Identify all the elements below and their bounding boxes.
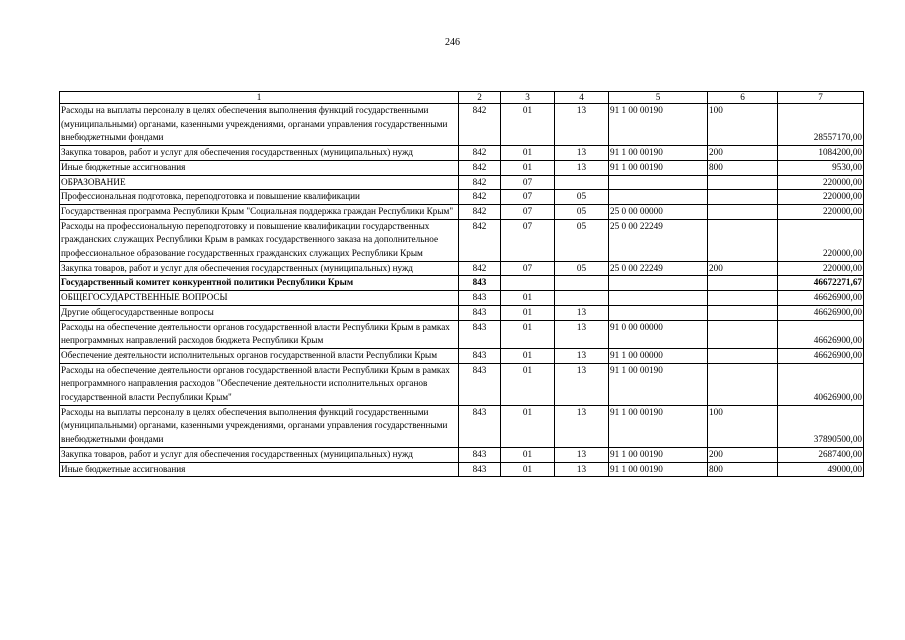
row-pr: 13 <box>555 447 609 462</box>
row-csr <box>609 175 708 190</box>
col-header-4: 4 <box>555 92 609 104</box>
row-name: ОБЩЕГОСУДАРСТВЕННЫЕ ВОПРОСЫ <box>60 291 459 306</box>
col-header-6: 6 <box>708 92 778 104</box>
row-rz: 01 <box>501 363 555 405</box>
row-vr <box>708 204 778 219</box>
budget-table <box>59 91 864 477</box>
table-row <box>60 190 864 205</box>
row-vr: 800 <box>708 160 778 175</box>
row-pr: 05 <box>555 204 609 219</box>
row-csr <box>609 291 708 306</box>
row-name: Расходы на обеспечение деятельности органов государственной власти Республики Крым в рамках непрограммного направления расходов "Обеспечение деятельности исполнительных органов государственной власти Республики Крым" <box>60 363 459 405</box>
row-ved: 843 <box>459 405 501 447</box>
row-name: Закупка товаров, работ и услуг для обеспечения государственных (муниципальных) нужд <box>60 261 459 276</box>
row-sum: 1084200,00 <box>778 146 864 161</box>
row-rz: 01 <box>501 462 555 477</box>
row-ved: 842 <box>459 204 501 219</box>
table-row <box>60 405 864 447</box>
row-vr: 800 <box>708 462 778 477</box>
row-name: Профессиональная подготовка, переподготовка и повышение квалификации <box>60 190 459 205</box>
row-vr: 100 <box>708 104 778 146</box>
table-row <box>60 160 864 175</box>
col-header-3: 3 <box>501 92 555 104</box>
row-pr: 13 <box>555 462 609 477</box>
row-rz: 07 <box>501 190 555 205</box>
row-ved: 842 <box>459 261 501 276</box>
row-pr: 13 <box>555 320 609 348</box>
col-header-7: 7 <box>778 92 864 104</box>
row-sum: 46626900,00 <box>778 348 864 363</box>
row-ved: 843 <box>459 462 501 477</box>
row-pr: 13 <box>555 104 609 146</box>
row-sum: 220000,00 <box>778 175 864 190</box>
row-rz: 01 <box>501 305 555 320</box>
row-rz: 01 <box>501 160 555 175</box>
row-pr <box>555 175 609 190</box>
row-sum: 37890500,00 <box>778 405 864 447</box>
row-name: Расходы на профессиональную переподготовку и повышение квалификации государственных гражданских служащих Республики Крым в рамках государственного заказа на дополнительное профессиональное образование государственных гражданских служащих Республики Крым <box>60 219 459 261</box>
row-pr: 13 <box>555 146 609 161</box>
table-row <box>60 447 864 462</box>
row-ved: 843 <box>459 305 501 320</box>
row-vr <box>708 305 778 320</box>
row-sum: 49000,00 <box>778 462 864 477</box>
row-vr <box>708 363 778 405</box>
table-row <box>60 261 864 276</box>
row-vr <box>708 291 778 306</box>
row-csr: 91 1 00 00190 <box>609 462 708 477</box>
row-sum: 9530,00 <box>778 160 864 175</box>
row-name: Закупка товаров, работ и услуг для обеспечения государственных (муниципальных) нужд <box>60 146 459 161</box>
row-vr <box>708 348 778 363</box>
row-name: Иные бюджетные ассигнования <box>60 462 459 477</box>
row-pr: 05 <box>555 219 609 261</box>
row-ved: 843 <box>459 320 501 348</box>
row-name: Закупка товаров, работ и услуг для обеспечения государственных (муниципальных) нужд <box>60 447 459 462</box>
table-row <box>60 291 864 306</box>
row-vr: 200 <box>708 447 778 462</box>
row-sum: 2687400,00 <box>778 447 864 462</box>
row-name: ОБРАЗОВАНИЕ <box>60 175 459 190</box>
row-csr <box>609 276 708 291</box>
row-rz: 01 <box>501 291 555 306</box>
row-name: Государственная программа Республики Крым "Социальная поддержка граждан Республики Крым" <box>60 204 459 219</box>
row-csr: 91 1 00 00190 <box>609 363 708 405</box>
table-row <box>60 462 864 477</box>
row-rz: 07 <box>501 219 555 261</box>
row-name: Иные бюджетные ассигнования <box>60 160 459 175</box>
row-csr: 91 1 00 00000 <box>609 348 708 363</box>
row-vr <box>708 276 778 291</box>
row-csr: 25 0 00 00000 <box>609 204 708 219</box>
row-sum: 46626900,00 <box>778 291 864 306</box>
row-rz: 01 <box>501 348 555 363</box>
row-ved: 842 <box>459 160 501 175</box>
row-rz: 01 <box>501 146 555 161</box>
row-pr: 05 <box>555 190 609 205</box>
row-ved: 843 <box>459 291 501 306</box>
row-sum: 220000,00 <box>778 204 864 219</box>
row-vr <box>708 219 778 261</box>
table-row <box>60 104 864 146</box>
row-csr <box>609 305 708 320</box>
row-ved: 842 <box>459 190 501 205</box>
row-ved: 842 <box>459 175 501 190</box>
table-row <box>60 146 864 161</box>
col-header-1: 1 <box>60 92 459 104</box>
row-ved: 843 <box>459 447 501 462</box>
row-name: Расходы на выплаты персоналу в целях обеспечения выполнения функций государственными (муниципальными) органами, казенными учреждениями, органами управления государственными внебюджетными фондами <box>60 405 459 447</box>
row-csr <box>609 190 708 205</box>
header-row <box>60 92 864 104</box>
row-csr: 91 1 00 00190 <box>609 104 708 146</box>
row-rz: 01 <box>501 405 555 447</box>
row-sum: 40626900,00 <box>778 363 864 405</box>
row-pr: 13 <box>555 348 609 363</box>
row-pr: 05 <box>555 261 609 276</box>
row-sum: 220000,00 <box>778 261 864 276</box>
table-row <box>60 219 864 261</box>
row-rz: 01 <box>501 447 555 462</box>
row-vr <box>708 320 778 348</box>
row-name: Другие общегосударственные вопросы <box>60 305 459 320</box>
row-rz: 07 <box>501 204 555 219</box>
row-name: Обеспечение деятельности исполнительных органов государственной власти Республики Крым <box>60 348 459 363</box>
table-row <box>60 175 864 190</box>
row-sum: 46626900,00 <box>778 305 864 320</box>
row-vr: 200 <box>708 146 778 161</box>
row-sum: 220000,00 <box>778 219 864 261</box>
row-ved: 842 <box>459 219 501 261</box>
row-csr: 25 0 00 22249 <box>609 261 708 276</box>
row-pr <box>555 276 609 291</box>
row-ved: 843 <box>459 276 501 291</box>
row-vr <box>708 190 778 205</box>
row-ved: 842 <box>459 146 501 161</box>
table-row <box>60 348 864 363</box>
row-ved: 843 <box>459 348 501 363</box>
col-header-5: 5 <box>609 92 708 104</box>
row-csr: 91 1 00 00190 <box>609 160 708 175</box>
row-pr <box>555 291 609 306</box>
row-name: Расходы на выплаты персоналу в целях обеспечения выполнения функций государственными (муниципальными) органами, казенными учреждениями, органами управления государственными внебюджетными фондами <box>60 104 459 146</box>
row-rz <box>501 276 555 291</box>
table-row <box>60 363 864 405</box>
row-vr <box>708 175 778 190</box>
table-row <box>60 305 864 320</box>
row-csr: 91 1 00 00190 <box>609 146 708 161</box>
row-pr: 13 <box>555 405 609 447</box>
row-name: Государственный комитет конкурентной политики Республики Крым <box>60 276 459 291</box>
row-rz: 01 <box>501 320 555 348</box>
row-rz: 01 <box>501 104 555 146</box>
row-csr: 91 0 00 00000 <box>609 320 708 348</box>
row-ved: 842 <box>459 104 501 146</box>
table-row <box>60 204 864 219</box>
row-rz: 07 <box>501 261 555 276</box>
row-vr: 100 <box>708 405 778 447</box>
row-pr: 13 <box>555 160 609 175</box>
row-pr: 13 <box>555 305 609 320</box>
row-ved: 843 <box>459 363 501 405</box>
page-number: 246 <box>445 37 460 48</box>
row-rz: 07 <box>501 175 555 190</box>
row-sum: 28557170,00 <box>778 104 864 146</box>
row-csr: 91 1 00 00190 <box>609 405 708 447</box>
table-row-department-total <box>60 276 864 291</box>
table-row <box>60 320 864 348</box>
row-pr: 13 <box>555 363 609 405</box>
row-sum: 46672271,67 <box>778 276 864 291</box>
row-vr: 200 <box>708 261 778 276</box>
row-csr: 91 1 00 00190 <box>609 447 708 462</box>
row-sum: 46626900,00 <box>778 320 864 348</box>
row-sum: 220000,00 <box>778 190 864 205</box>
row-name: Расходы на обеспечение деятельности органов государственной власти Республики Крым в рамках непрограммных направлений расходов бюджета Республики Крым <box>60 320 459 348</box>
row-csr: 25 0 00 22249 <box>609 219 708 261</box>
col-header-2: 2 <box>459 92 501 104</box>
